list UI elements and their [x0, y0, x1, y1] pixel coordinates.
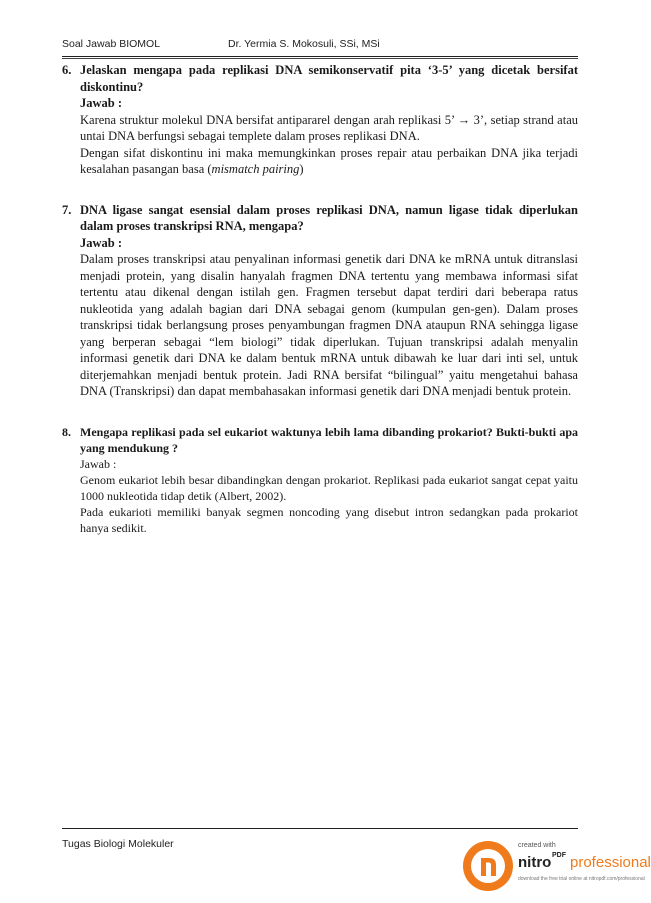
answer-label: Jawab :	[80, 96, 123, 110]
header-left: Soal Jawab BIOMOL	[62, 38, 161, 50]
answer-paragraph: Dalam proses transkripsi atau penyalinan informasi genetik dari DNA ke mRNA untuk ditranslasi menjadi protein, yang disalin hanyalah fragmen DNA tertentu yang membawa informasi sifat tertentu atau dikenal dengan istilah gen. Fragmen tersebut dapat terdiri dari beberapa ratus nukleotida yang adalah bagian dari DNA sebagai genom (kumpulan gen-gen). Dalam proses transkripsi tidak berlangsung proses penyambungan fragmen DNA ataupun RNA sehingga ligase yang berperan sebagai “lem biologi” tidak diperlukan. Tujuan transkripsi adalah menyalin informasi genetik dari DNA ke dalam bentuk mRNA untuk dibawah ke luar dari inti sel, untuk diterjemahkan menjadi bentuk protein. Jadi RNA bersifat “bilingual” yaitu mengetahui bahasa DNA (Transkripsi) dan dapat membahasakan informasi genetik dari DNA menjadi bentuk protein.	[80, 252, 578, 398]
answer-label: Jawab :	[80, 456, 117, 471]
question-number: 6.	[62, 63, 72, 77]
watermark-professional-text: professional	[570, 854, 651, 871]
question-8	[62, 424, 578, 536]
answer-paragraph: Genom eukariot lebih besar dibandingkan dengan prokariot. Replikasi pada eukariot sangat cepat yaitu 1000 nukleotida tidap detik (Albert, 2002).	[80, 472, 578, 503]
question-title: Mengapa replikasi pada sel eukariot waktunya lebih lama dibanding prokariot? Bukti-bukti apa yang mendukung ?	[80, 424, 578, 455]
question-title: Jelaskan mengapa pada replikasi DNA semikonservatif pita ‘3-5’ yang dicetak bersifat diskontinu?	[80, 63, 578, 94]
header-rule	[62, 56, 578, 57]
nitro-logo-icon	[462, 834, 518, 896]
footer-text: Tugas Biologi Molekuler	[62, 838, 174, 850]
watermark-download-text: download the free trial online at nitropdf.com/professional	[518, 876, 645, 882]
question-7	[62, 202, 578, 400]
answer-paragraph: Pada eukarioti memiliki banyak segmen noncoding yang disebut intron sedangkan pada prokariot hanya sedikit.	[80, 504, 578, 535]
watermark-pdf-text: PDF	[552, 852, 566, 859]
footer-rule	[62, 828, 578, 829]
nitro-watermark[interactable]	[462, 832, 651, 898]
answer-text: Dengan sifat diskontinu ini maka memungkinkan proses repair atau perbaikan DNA jika terjadi kesalahan pasangan basa (	[80, 145, 578, 176]
watermark-nitro-text: nitro	[518, 854, 552, 871]
header-right: Dr. Yermia S. Mokosuli, SSi, MSi	[228, 38, 380, 50]
header-rule-thin	[62, 58, 578, 59]
answer-italic-term: mismatch pairing	[211, 162, 300, 176]
question-number: 7.	[62, 202, 72, 217]
watermark-created-text: created with	[518, 842, 556, 849]
question-6	[62, 62, 578, 178]
question-number: 8.	[62, 424, 71, 439]
document-body	[62, 62, 578, 536]
answer-label: Jawab :	[80, 235, 123, 250]
answer-text-close: )	[299, 162, 304, 176]
question-title: DNA ligase sangat esensial dalam proses replikasi DNA, namun ligase tidak diperlukan dalam proses transkripsi RNA, mengapa?	[80, 202, 578, 233]
answer-paragraph	[80, 145, 578, 178]
answer-paragraph: Karena struktur molekul DNA bersifat antipararel dengan arah replikasi 5’ → 3’, setiap strand atau untai DNA berfungsi sebagai templete dalam proses replikasi DNA.	[80, 112, 578, 143]
